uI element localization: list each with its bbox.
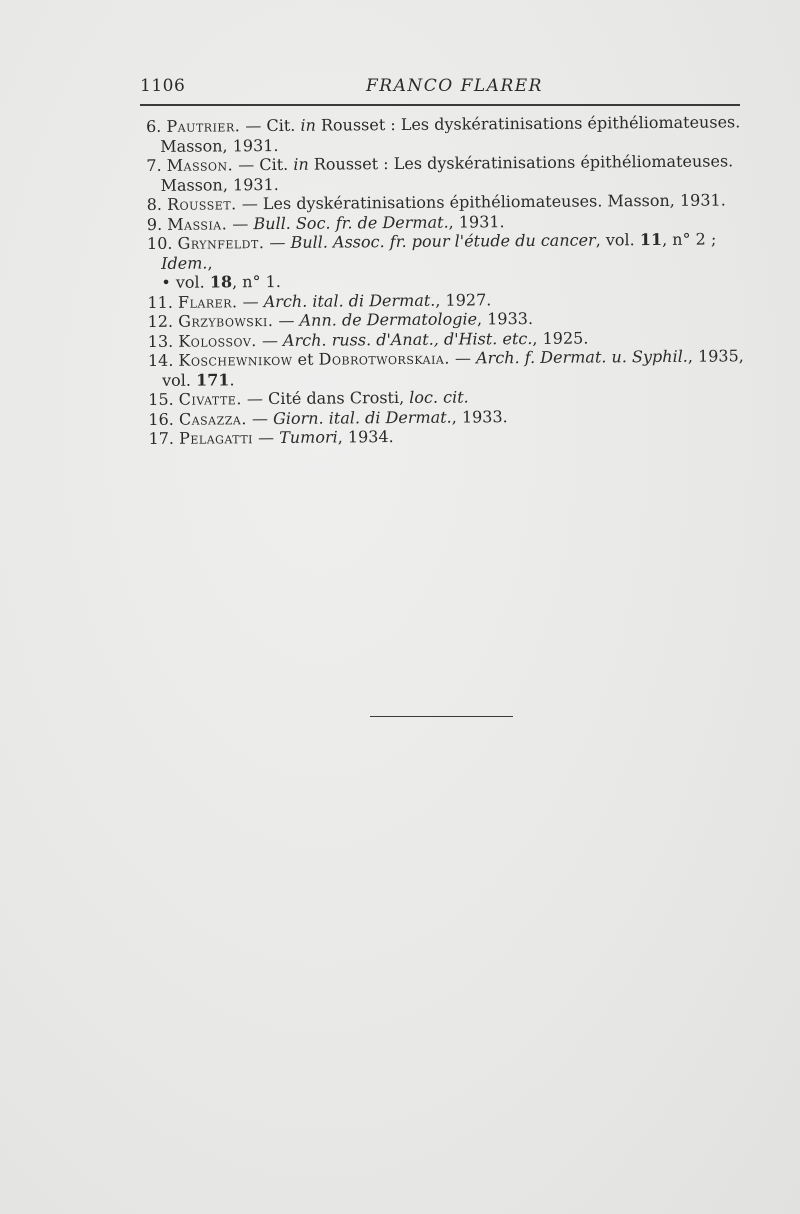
page-header	[140, 72, 740, 100]
reference-text: —	[264, 232, 291, 253]
reference-number: 16.	[148, 409, 174, 429]
reference-italic: Ann. de Dermatologie	[299, 309, 478, 330]
reference-number: 11.	[147, 292, 173, 312]
reference-italic: Arch. russ. d'Anat., d'Hist. etc.	[282, 328, 533, 350]
reference-item	[148, 346, 748, 390]
reference-text: , 1933.	[451, 406, 508, 427]
reference-number: 14.	[147, 350, 174, 370]
reference-number: 12.	[147, 311, 174, 331]
reference-text: —	[273, 310, 300, 331]
reference-text: , n° 2 ;	[661, 229, 717, 249]
reference-author: Civatte.	[178, 389, 242, 409]
reference-number: 13.	[147, 331, 174, 351]
reference-author: Grzybowski.	[178, 311, 274, 331]
reference-author: Flarer.	[177, 291, 238, 312]
reference-italic: Tumori	[279, 427, 338, 447]
reference-number: 10.	[146, 233, 173, 253]
reference-volume: 18	[209, 272, 233, 292]
reference-text: , 1934.	[337, 427, 394, 447]
reference-italic: Bull. Soc. fr. de Dermat.	[253, 212, 449, 233]
reference-text: ,	[207, 252, 213, 273]
reference-text: , 1925.	[532, 328, 589, 348]
reference-text: — Cit.	[233, 154, 294, 175]
reference-item	[146, 151, 746, 195]
reference-italic: in	[293, 154, 309, 174]
reference-list	[146, 112, 749, 448]
reference-text: , 1927.	[435, 289, 492, 310]
reference-volume: 11	[639, 229, 663, 250]
reference-author: Casazza.	[178, 408, 247, 429]
reference-text: vol.	[161, 370, 197, 390]
reference-number: 7.	[146, 155, 162, 175]
reference-italic: in	[300, 115, 316, 135]
reference-text: • vol.	[161, 272, 210, 292]
reference-continuation: Masson, 1931.	[160, 135, 279, 156]
reference-text: — Cit.	[240, 115, 301, 136]
reference-italic: loc. cit.	[409, 387, 469, 407]
reference-text: , vol.	[595, 230, 640, 250]
reference-text: —	[252, 427, 280, 448]
reference-text: — Cité dans Crosti,	[241, 387, 410, 409]
reference-text: —	[246, 408, 274, 428]
reference-author: Massia.	[167, 213, 228, 234]
reference-number: 9.	[146, 214, 163, 234]
reference-item	[146, 112, 746, 156]
reference-number: 8.	[146, 194, 163, 214]
reference-author: Kolossov.	[178, 330, 257, 351]
reference-author: Koschewnikow	[178, 349, 293, 370]
page-number: 1106	[140, 76, 186, 96]
reference-italic: Arch. ital. di Dermat.	[263, 290, 436, 311]
reference-number: 6.	[146, 116, 162, 136]
reference-text: , 1933.	[476, 308, 534, 329]
reference-text: , 1935,	[687, 346, 744, 366]
reference-text: —	[449, 348, 477, 368]
reference-italic: Giorn. ital. di Dermat.	[272, 407, 452, 428]
reference-author: Rousset.	[166, 194, 237, 214]
reference-italic: Idem.	[161, 253, 208, 273]
reference-number: 15.	[148, 389, 174, 409]
reference-text: — Les dyskératinisations épithéliomateuses. Masson, 1931.	[236, 190, 726, 214]
reference-volume: 171	[195, 369, 230, 390]
reference-text: , 1931.	[448, 211, 505, 232]
reference-italic: Arch. f. Dermat. u. Syphil.	[476, 346, 688, 368]
header-rule	[140, 104, 740, 106]
reference-item	[147, 229, 747, 292]
reference-text: —	[256, 330, 284, 350]
reference-text: et	[292, 349, 319, 369]
reference-continuation: Masson, 1931.	[160, 174, 279, 195]
reference-item	[148, 424, 748, 448]
section-end-rule	[370, 716, 513, 717]
reference-author: Pelagatti	[178, 428, 254, 448]
reference-number: 17.	[148, 428, 175, 448]
reference-author: Dobrotworskaia.	[318, 348, 450, 369]
reference-text: Rousset : Les dyskératinisations épithéliomateuses.	[308, 151, 734, 174]
reference-author: Pautrier.	[166, 116, 241, 136]
reference-italic: Bull. Assoc. fr. pour l'étude du cancer	[290, 230, 596, 252]
reference-text: —	[227, 213, 254, 233]
reference-author: Masson.	[166, 155, 234, 175]
reference-text: Rousset : Les dyskératinisations épithéliomateuses.	[315, 112, 741, 135]
reference-author: Grynfeldt.	[177, 233, 265, 253]
reference-text: .	[229, 369, 235, 389]
reference-text: —	[237, 291, 264, 311]
running-title: FRANCO FLARER	[366, 76, 543, 96]
reference-text: , n° 1.	[231, 271, 281, 292]
